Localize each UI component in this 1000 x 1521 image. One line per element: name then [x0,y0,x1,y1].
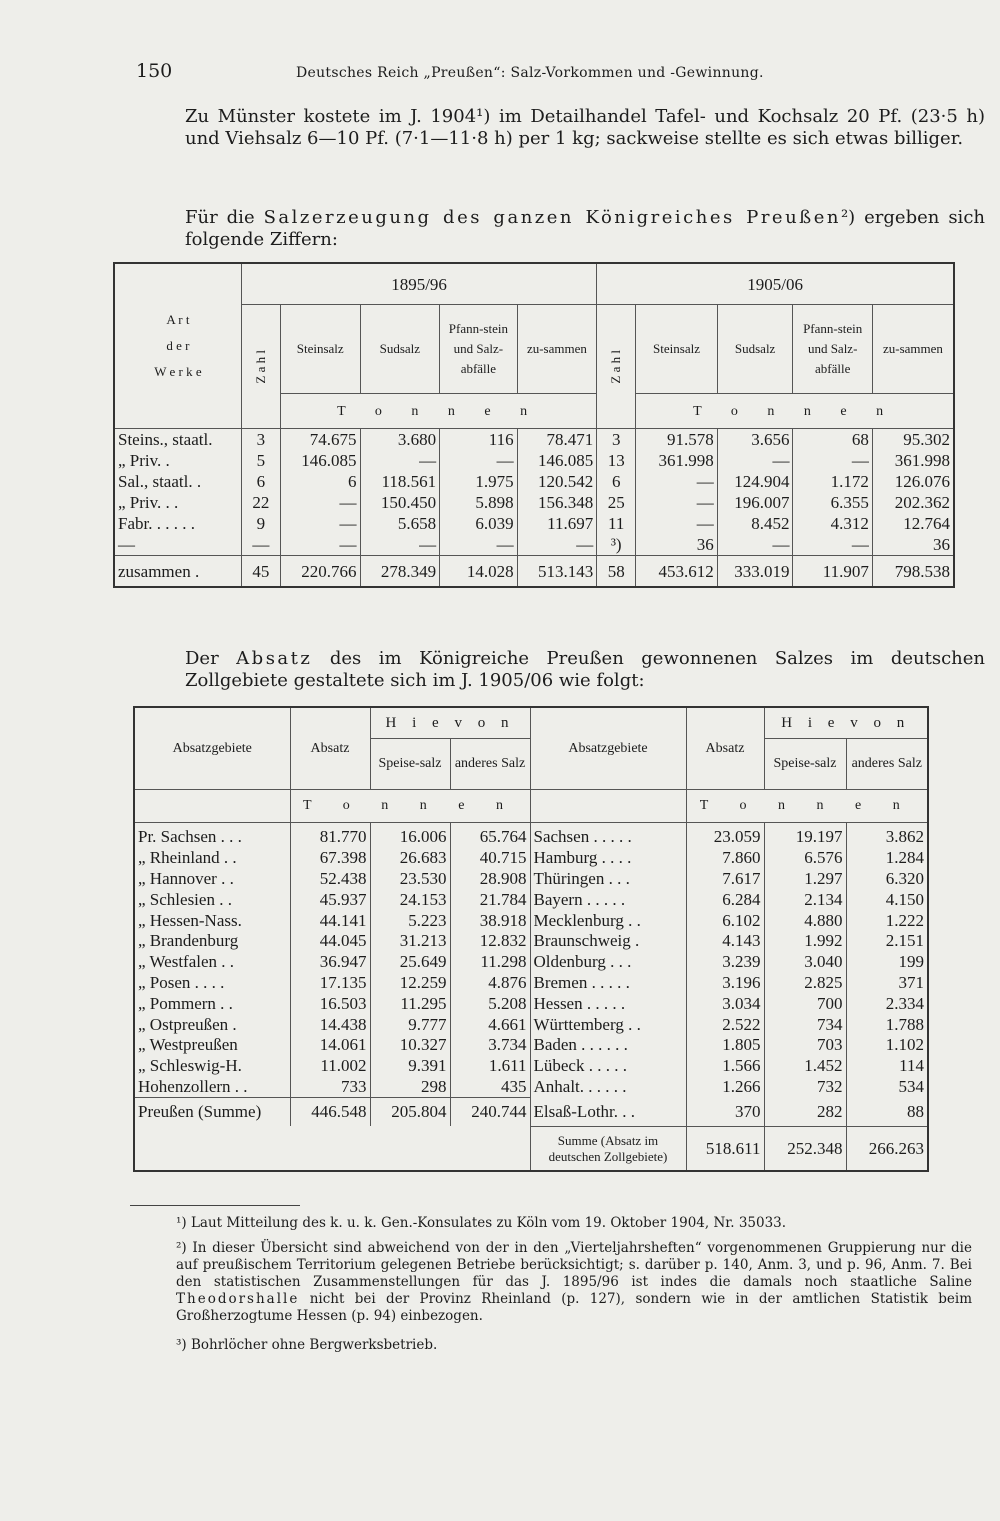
table-cell: 1.172 [793,471,872,492]
h-absatz-2: Absatz [686,707,764,790]
anderes-left: 4.876 [450,973,530,994]
region-right: Bayern . . . . . [530,889,686,910]
speise-left: 9.391 [370,1056,450,1077]
footnote-2-pre: ²) In dieser Übersicht sind abweichend von der in den „Vierteljahrsheften“ vorgenommenen Gruppierung nur die auf preußischem Territorium gelegenen Betriebe berücksichtigt; s. darüber p. 140, Anm. 3, und p. 96, Anm. 7. Bei den statistischen Zusammenstellungen für das J. 1895/96 ist indes die damals noch staatliche Saline [176,1240,972,1290]
table-row [134,973,928,994]
absatz-right: 1.805 [686,1035,764,1056]
region-right: Baden . . . . . . [530,1035,686,1056]
summe-label: Summe (Absatz im deutschen Zollgebiete) [530,1126,686,1171]
total-cell: 220.766 [280,556,360,588]
table-cell: — [440,450,517,471]
total-cell: 278.349 [360,556,440,588]
zahl-text-1: Z a h l [252,349,268,384]
anderes-right: 1.788 [846,1014,928,1035]
table-cell: — [360,450,440,471]
absatz-left: 44.141 [290,910,370,931]
total-cell: 45 [241,556,280,588]
table-cell: 11.697 [517,513,597,534]
absatz-right: 3.239 [686,952,764,973]
region-right: Anhalt. . . . . . [530,1077,686,1098]
total-cell: 14.028 [440,556,517,588]
anderes-left: 3.734 [450,1035,530,1056]
h-blank-2 [530,790,686,823]
preussen-speise: 205.804 [370,1098,450,1127]
table-cell: 13 [597,450,636,471]
anderes-left: 65.764 [450,823,530,848]
table-cell: 156.348 [517,492,597,513]
absatz-left: 36.947 [290,952,370,973]
table-row [134,993,928,1014]
table-row [134,1077,928,1098]
table-cell: 146.085 [517,450,597,471]
absatz-left: 52.438 [290,869,370,890]
speise-right: 3.040 [764,952,846,973]
table-cell: 120.542 [517,471,597,492]
table-cell: 5.898 [440,492,517,513]
running-head: Deutsches Reich „Preußen“: Salz-Vorkommen und -Gewinnung. [296,65,764,81]
speise-left: 25.649 [370,952,450,973]
table-cell: 6 [241,471,280,492]
absatz-left: 14.061 [290,1035,370,1056]
p3-pre: Der [185,648,237,669]
total-cell: 453.612 [636,556,718,588]
anderes-right: 4.150 [846,889,928,910]
speise-left: 31.213 [370,931,450,952]
absatz-right: 6.284 [686,889,764,910]
paragraph-production [133,207,985,251]
region-left: „ Schlesien . . [134,889,290,910]
h-anderes-2: anderes Salz [846,739,928,790]
total-cell: 11.907 [793,556,872,588]
summe-cell: 518.611 [686,1126,764,1171]
absatz-left: 81.770 [290,823,370,848]
table-row [114,492,954,513]
table-row [114,471,954,492]
table-row [114,450,954,471]
absatz-right: 370 [686,1098,764,1127]
table-cell: 150.450 [360,492,440,513]
absatz-right: 1.266 [686,1077,764,1098]
anderes-left: 4.661 [450,1014,530,1035]
footnote-2 [130,1240,972,1325]
speise-right: 1.452 [764,1056,846,1077]
footnote-2-spaced: Theodorshalle [176,1291,300,1307]
table-cell: 78.471 [517,429,597,451]
row-label: Sal., staatl. . [114,471,241,492]
absatz-right: 4.143 [686,931,764,952]
table-cell: — [280,534,360,556]
table-cell: — [241,534,280,556]
col-sudsalz-1: Sudsalz [360,305,440,394]
table-cell: 116 [440,429,517,451]
footnote-rule [130,1205,300,1206]
production-table [113,262,955,588]
region-left: „ Hessen-Nass. [134,910,290,931]
blank-cell [134,1126,530,1171]
year-1905: 1905/06 [597,263,954,305]
p2-pre: Für die [185,207,264,228]
table-cell: — [793,534,872,556]
h-anderes-1: anderes Salz [450,739,530,790]
t2-tonnen-2: T o n n e n [686,790,928,823]
region-right: Bremen . . . . . [530,973,686,994]
row-label: — [114,534,241,556]
table-cell: 6.355 [793,492,872,513]
absatz-table [133,706,929,1172]
zahl-text-2: Z a h l [608,349,624,384]
table-cell: 11 [597,513,636,534]
table-cell: 196.007 [717,492,793,513]
region-right: Mecklenburg . . [530,910,686,931]
table-cell: — [636,471,718,492]
p2-spaced: Salzerzeugung des ganzen Königreiches Preußen [263,207,841,228]
speise-left: 9.777 [370,1014,450,1035]
region-left: „ Schleswig-H. [134,1056,290,1077]
region-right: Hessen . . . . . [530,993,686,1014]
table-row [134,889,928,910]
year-1895: 1895/96 [241,263,596,305]
absatz-left: 16.503 [290,993,370,1014]
table-cell: — [280,513,360,534]
table-cell: 74.675 [280,429,360,451]
anderes-left: 12.832 [450,931,530,952]
h-gebiet-2: Absatzgebiete [530,707,686,790]
col-steinsalz-2: Steinsalz [636,305,718,394]
speise-right: 734 [764,1014,846,1035]
speise-left: 16.006 [370,823,450,848]
p3-post: des im Königreiche Preußen gewonnenen Salzes im deutschen Zollgebiete gestaltete sich im J. 1905/06 wie folgt: [185,648,985,691]
speise-left: 10.327 [370,1035,450,1056]
speise-right: 2.825 [764,973,846,994]
absatz-right: 2.522 [686,1014,764,1035]
table-row [134,1035,928,1056]
preussen-label: Preußen (Summe) [134,1098,290,1127]
anderes-left: 5.208 [450,993,530,1014]
table-cell: 3.680 [360,429,440,451]
table-cell: 146.085 [280,450,360,471]
table-cell: 36 [872,534,954,556]
page-number: 150 [136,60,173,82]
anderes-right: 371 [846,973,928,994]
preussen-row [134,1098,928,1127]
row-label: Steins., staatl. [114,429,241,451]
paragraph-price [133,106,985,150]
speise-right: 703 [764,1035,846,1056]
absatz-left: 14.438 [290,1014,370,1035]
anderes-right: 534 [846,1077,928,1098]
zahl-header-2 [597,305,636,429]
art-line: A r t [166,312,190,327]
table-cell: 95.302 [872,429,954,451]
absatz-right: 7.617 [686,869,764,890]
anderes-right: 1.222 [846,910,928,931]
anderes-right: 3.862 [846,823,928,848]
anderes-right: 199 [846,952,928,973]
absatz-right: 3.034 [686,993,764,1014]
speise-left: 23.530 [370,869,450,890]
anderes-left: 38.918 [450,910,530,931]
table-row [114,534,954,556]
absatz-right: 23.059 [686,823,764,848]
p3-spaced: Absatz [236,648,313,669]
p2-post: ²) ergeben sich folgende Ziffern: [185,207,985,250]
table-cell: 6 [280,471,360,492]
region-left: „ Rheinland . . [134,848,290,869]
speise-left: 5.223 [370,910,450,931]
region-left: „ Pommern . . [134,993,290,1014]
col-pfannstein-2: Pfann-stein und Salz-abfälle [793,305,872,394]
speise-right: 282 [764,1098,846,1127]
region-left: Pr. Sachsen . . . [134,823,290,848]
absatz-left: 44.045 [290,931,370,952]
table-cell: 3 [241,429,280,451]
region-right: Sachsen . . . . . [530,823,686,848]
table-cell: 4.312 [793,513,872,534]
speise-left: 298 [370,1077,450,1098]
speise-right: 19.197 [764,823,846,848]
table-row [134,931,928,952]
t2-tonnen-1: T o n n e n [290,790,530,823]
speise-right: 732 [764,1077,846,1098]
region-left: Hohenzollern . . [134,1077,290,1098]
h-absatz-1: Absatz [290,707,370,790]
speise-right: 700 [764,993,846,1014]
table-cell: 36 [636,534,718,556]
region-right: Braunschweig . [530,931,686,952]
anderes-left: 435 [450,1077,530,1098]
table-cell: 8.452 [717,513,793,534]
col-zusammen-1: zu-sammen [517,305,597,394]
table-row [134,848,928,869]
tonnen-2: T o n n e n [636,394,954,429]
col-zusammen-2: zu-sammen [872,305,954,394]
speise-right: 1.992 [764,931,846,952]
table-cell: 202.362 [872,492,954,513]
table-cell: 361.998 [636,450,718,471]
anderes-left: 11.298 [450,952,530,973]
anderes-right: 1.284 [846,848,928,869]
h-hievon-2: H i e v o n [764,707,928,739]
absatz-right: 3.196 [686,973,764,994]
preussen-absatz: 446.548 [290,1098,370,1127]
table-row [134,1014,928,1035]
region-left: „ Posen . . . . [134,973,290,994]
total-row [114,556,954,588]
row-label: „ Priv. . . [114,492,241,513]
anderes-left: 21.784 [450,889,530,910]
region-right: Württemberg . . [530,1014,686,1035]
anderes-right: 2.334 [846,993,928,1014]
speise-left: 24.153 [370,889,450,910]
speise-left: 11.295 [370,993,450,1014]
table-cell: — [793,450,872,471]
anderes-right: 6.320 [846,869,928,890]
col-steinsalz-1: Steinsalz [280,305,360,394]
footnote-3: ³) Bohrlöcher ohne Bergwerksbetrieb. [176,1337,438,1353]
region-right: Elsaß-Lothr. . . [530,1098,686,1127]
total-cell: 798.538 [872,556,954,588]
table-cell: 6 [597,471,636,492]
table-cell: 3.656 [717,429,793,451]
table-cell: 25 [597,492,636,513]
art-header [114,263,241,429]
total-cell: 513.143 [517,556,597,588]
paragraph-price-text: Zu Münster kostete im J. 1904¹) im Detailhandel Tafel- und Kochsalz 20 Pf. (23·5 h) und Viehsalz 6—10 Pf. (7·1—11·8 h) per 1 kg; sackweise stellte es sich etwas billiger. [185,106,985,149]
total-cell: 333.019 [717,556,793,588]
h-hievon-1: H i e v o n [370,707,530,739]
table-cell: 12.764 [872,513,954,534]
table-cell: — [440,534,517,556]
absatz-right: 6.102 [686,910,764,931]
footnote-2-post: nicht bei der Provinz Rheinland (p. 127), sondern wie in der amtlichen Statistik beim Großherzogtume Hessen (p. 94) einbezogen. [176,1291,972,1324]
col-pfannstein-1: Pfann-stein und Salz-abfälle [440,305,517,394]
table-cell: 118.561 [360,471,440,492]
speise-left: 26.683 [370,848,450,869]
table-cell: — [717,534,793,556]
paragraph-absatz [133,648,985,692]
summe-cell: 266.263 [846,1126,928,1171]
table-row [134,869,928,890]
werke-line: W e r k e [154,364,202,379]
region-right: Hamburg . . . . [530,848,686,869]
table-cell: 6.039 [440,513,517,534]
absatz-left: 733 [290,1077,370,1098]
der-line: d e r [166,338,190,353]
region-right: Thüringen . . . [530,869,686,890]
table-cell: 5.658 [360,513,440,534]
absatz-right: 1.566 [686,1056,764,1077]
h-blank-1 [134,790,290,823]
table-row [114,429,954,451]
table-cell: 68 [793,429,872,451]
region-left: „ Westpreußen [134,1035,290,1056]
h-speise-2: Speise-salz [764,739,846,790]
table-cell: 361.998 [872,450,954,471]
preussen-anderes: 240.744 [450,1098,530,1127]
absatz-left: 45.937 [290,889,370,910]
total-label: zusammen . [114,556,241,588]
table-cell: 124.904 [717,471,793,492]
row-label: Fabr. . . . . . [114,513,241,534]
table-cell: 126.076 [872,471,954,492]
region-left: „ Ostpreußen . [134,1014,290,1035]
speise-right: 1.297 [764,869,846,890]
h-gebiet-1: Absatzgebiete [134,707,290,790]
tonnen-1: T o n n e n [280,394,596,429]
table-cell: 3 [597,429,636,451]
zahl-header-1 [241,305,280,429]
absatz-right: 7.860 [686,848,764,869]
region-left: „ Brandenburg [134,931,290,952]
table-cell: — [280,492,360,513]
anderes-left: 1.611 [450,1056,530,1077]
table-row [134,952,928,973]
table-cell: — [517,534,597,556]
table-cell: 1.975 [440,471,517,492]
table-cell: 22 [241,492,280,513]
anderes-right: 88 [846,1098,928,1127]
region-left: „ Westfalen . . [134,952,290,973]
row-label: „ Priv. . [114,450,241,471]
speise-right: 6.576 [764,848,846,869]
table-cell: — [717,450,793,471]
anderes-right: 1.102 [846,1035,928,1056]
table-cell: 5 [241,450,280,471]
absatz-left: 67.398 [290,848,370,869]
region-right: Lübeck . . . . . [530,1056,686,1077]
total-cell: 58 [597,556,636,588]
table-cell: 9 [241,513,280,534]
region-left: „ Hannover . . [134,869,290,890]
anderes-right: 2.151 [846,931,928,952]
col-sudsalz-2: Sudsalz [717,305,793,394]
anderes-right: 114 [846,1056,928,1077]
table-row [134,910,928,931]
table-row [134,823,928,848]
absatz-left: 17.135 [290,973,370,994]
footnote-1: ¹) Laut Mitteilung des k. u. k. Gen.-Konsulates zu Köln vom 19. Oktober 1904, Nr. 35033. [176,1215,787,1231]
table-cell: — [636,492,718,513]
table-row [114,513,954,534]
anderes-left: 40.715 [450,848,530,869]
summe-row [134,1126,928,1171]
anderes-left: 28.908 [450,869,530,890]
summe-cell: 252.348 [764,1126,846,1171]
table-cell: ³) [597,534,636,556]
absatz-left: 11.002 [290,1056,370,1077]
speise-right: 2.134 [764,889,846,910]
table-cell: — [360,534,440,556]
h-speise-1: Speise-salz [370,739,450,790]
table-cell: 91.578 [636,429,718,451]
speise-left: 12.259 [370,973,450,994]
page-header [136,60,936,90]
region-right: Oldenburg . . . [530,952,686,973]
table-cell: — [636,513,718,534]
speise-right: 4.880 [764,910,846,931]
table-row [134,1056,928,1077]
